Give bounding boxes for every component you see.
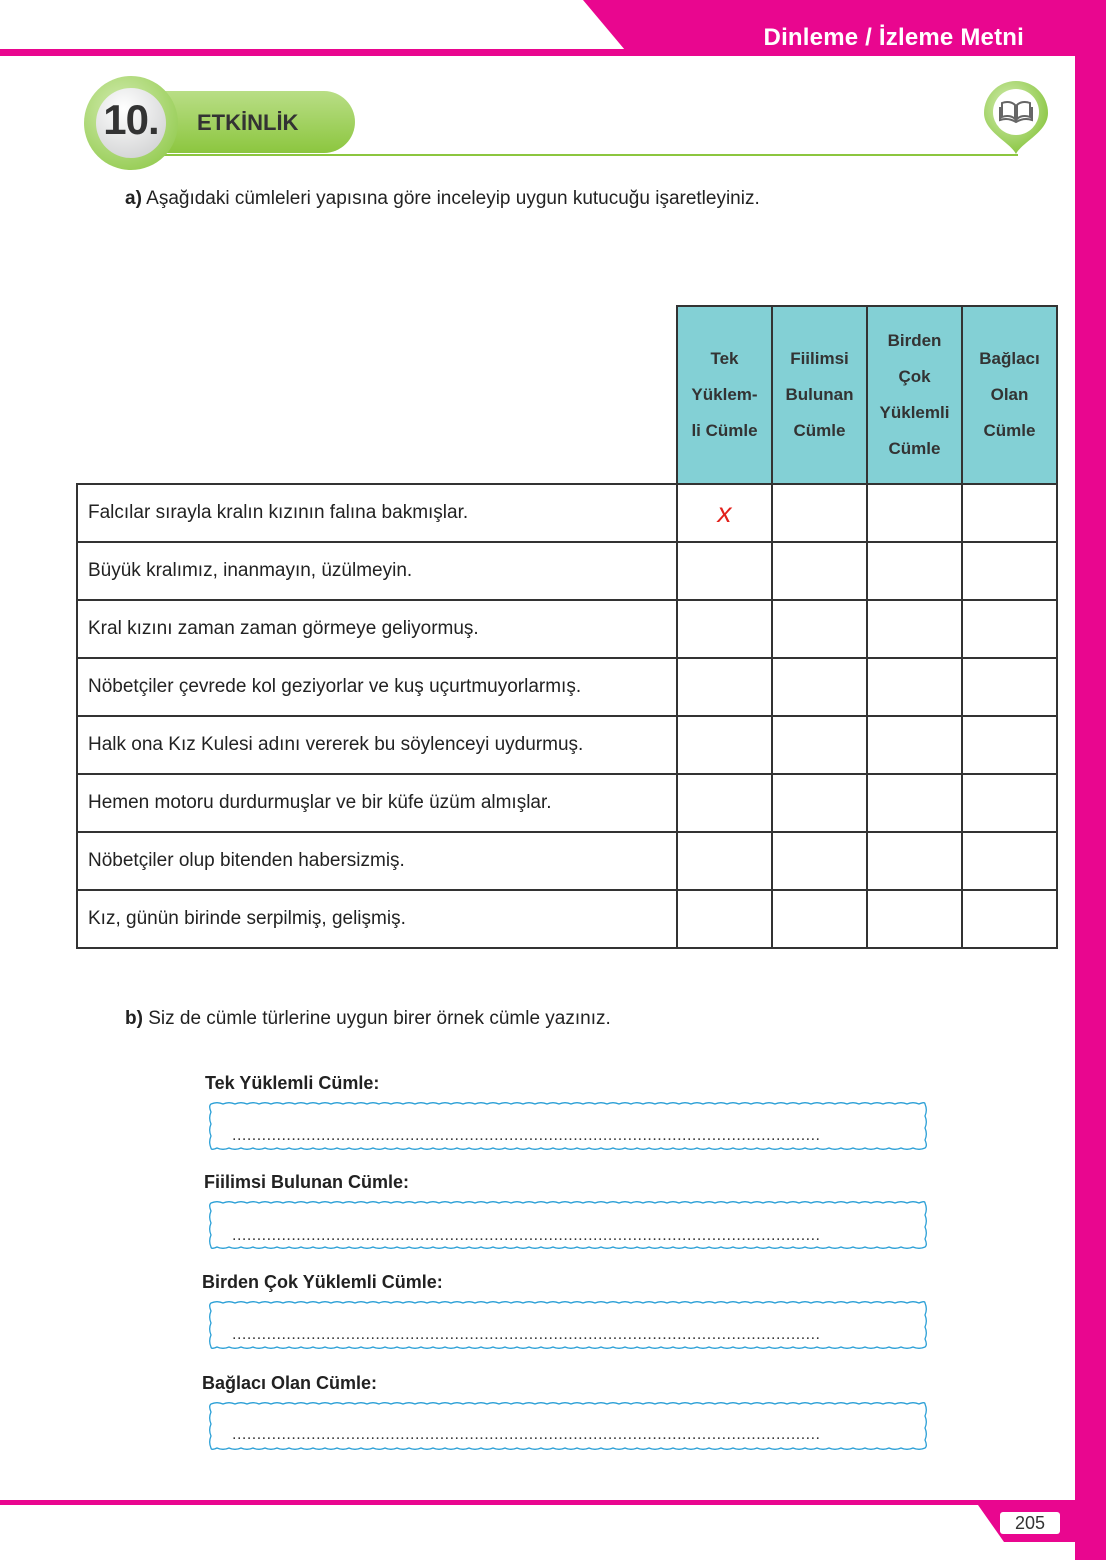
checkbox-cell[interactable]: [677, 832, 772, 890]
checkbox-cell[interactable]: [677, 716, 772, 774]
part-a-letter: a): [125, 188, 142, 209]
checkbox-cell[interactable]: [962, 658, 1057, 716]
right-margin-bar: [1075, 0, 1106, 1560]
checkbox-cell[interactable]: [962, 774, 1057, 832]
activity-number: 10.: [103, 96, 159, 143]
page-number: 205: [1000, 1512, 1060, 1534]
section-title: Dinleme / İzleme Metni: [763, 24, 1024, 51]
field-label-tek-yuklemli: Tek Yüklemli Cümle:: [205, 1073, 380, 1093]
checkbox-cell[interactable]: [962, 600, 1057, 658]
part-b-letter: b): [125, 1008, 143, 1029]
answer-line-fiilimsi[interactable]: .......................................................................................................................: [232, 1227, 821, 1244]
sentence-cell: Büyük kralımız, inanmayın, üzülmeyin.: [77, 542, 677, 600]
sentence-cell: Nöbetçiler olup bitenden habersizmiş.: [77, 832, 677, 890]
table-row: [77, 658, 1057, 716]
field-label-fiilimsi: Fiilimsi Bulunan Cümle:: [204, 1172, 410, 1192]
checkbox-cell[interactable]: [867, 542, 962, 600]
answer-line-tek-yuklemli[interactable]: .......................................................................................................................: [232, 1127, 821, 1144]
checkbox-cell[interactable]: [677, 890, 772, 948]
table-row: [77, 832, 1057, 890]
checkbox-cell[interactable]: [867, 832, 962, 890]
sentence-cell: Kral kızını zaman zaman görmeye geliyormuş.: [77, 600, 677, 658]
open-book-icon: [980, 80, 1052, 158]
checkbox-cell[interactable]: [867, 774, 962, 832]
checkbox-cell[interactable]: [867, 658, 962, 716]
table-row: [77, 774, 1057, 832]
part-a-text: Aşağıdaki cümleleri yapısına göre inceleyip uygun kutucuğu işaretleyiniz.: [146, 188, 760, 209]
table-row: [77, 542, 1057, 600]
checkbox-cell[interactable]: [962, 890, 1057, 948]
col-header-tek-yuklemli: Tek Yüklem- li Cümle: [677, 306, 772, 484]
col-header-baglacli: Bağlacı Olan Cümle: [962, 306, 1057, 484]
col-header-birden-cok: Birden Çok Yüklemli Cümle: [867, 306, 962, 484]
sentence-table: [76, 305, 1058, 949]
answer-line-birden-cok[interactable]: .......................................................................................................................: [232, 1326, 821, 1343]
bottom-border-bar: [0, 1500, 1080, 1505]
checkbox-cell[interactable]: [677, 600, 772, 658]
checkbox-cell[interactable]: [962, 484, 1057, 542]
checkbox-cell[interactable]: [772, 542, 867, 600]
part-a-instruction: [125, 188, 760, 210]
answer-line-baglacli[interactable]: .......................................................................................................................: [232, 1426, 821, 1443]
checkbox-cell[interactable]: [677, 774, 772, 832]
checkbox-cell[interactable]: [772, 774, 867, 832]
checkbox-cell[interactable]: [867, 716, 962, 774]
activity-label: ETKİNLİK: [197, 110, 299, 135]
checkbox-cell[interactable]: [677, 658, 772, 716]
table-header-row: [77, 306, 1057, 484]
checkbox-cell[interactable]: [772, 716, 867, 774]
sentence-cell: Nöbetçiler çevrede kol geziyorlar ve kuş uçurtmuyorlarmış.: [77, 658, 677, 716]
sentence-cell: Halk ona Kız Kulesi adını vererek bu söylenceyi uydurmuş.: [77, 716, 677, 774]
table-row: [77, 890, 1057, 948]
x-mark: x: [717, 497, 732, 528]
sentence-cell: Hemen motoru durdurmuşlar ve bir küfe üzüm almışlar.: [77, 774, 677, 832]
checkbox-cell[interactable]: [867, 890, 962, 948]
sentence-cell: Falcılar sırayla kralın kızının falına bakmışlar.: [77, 484, 677, 542]
table-row: [77, 716, 1057, 774]
checkbox-cell[interactable]: [772, 600, 867, 658]
checkbox-cell[interactable]: [962, 716, 1057, 774]
checkbox-cell[interactable]: [772, 658, 867, 716]
checkbox-cell[interactable]: [772, 484, 867, 542]
checkbox-cell[interactable]: [677, 542, 772, 600]
checkbox-cell[interactable]: [772, 890, 867, 948]
checkbox-cell[interactable]: [867, 600, 962, 658]
checkbox-cell[interactable]: [867, 484, 962, 542]
col-header-fiilimsi: Fiilimsi Bulunan Cümle: [772, 306, 867, 484]
checkbox-cell[interactable]: [962, 542, 1057, 600]
table-row: [77, 600, 1057, 658]
checkbox-cell[interactable]: [772, 832, 867, 890]
checkbox-cell[interactable]: [677, 484, 772, 542]
field-label-birden-cok: Birden Çok Yüklemli Cümle:: [202, 1272, 443, 1292]
table-header-blank: [77, 306, 677, 484]
table-row: [77, 484, 1057, 542]
sentence-cell: Kız, günün birinde serpilmiş, gelişmiş.: [77, 890, 677, 948]
activity-underline: [160, 154, 1018, 156]
part-b-text: Siz de cümle türlerine uygun birer örnek cümle yazınız.: [148, 1008, 611, 1029]
field-label-baglacli: Bağlacı Olan Cümle:: [202, 1373, 378, 1393]
checkbox-cell[interactable]: [962, 832, 1057, 890]
part-b-instruction: [125, 1008, 611, 1030]
